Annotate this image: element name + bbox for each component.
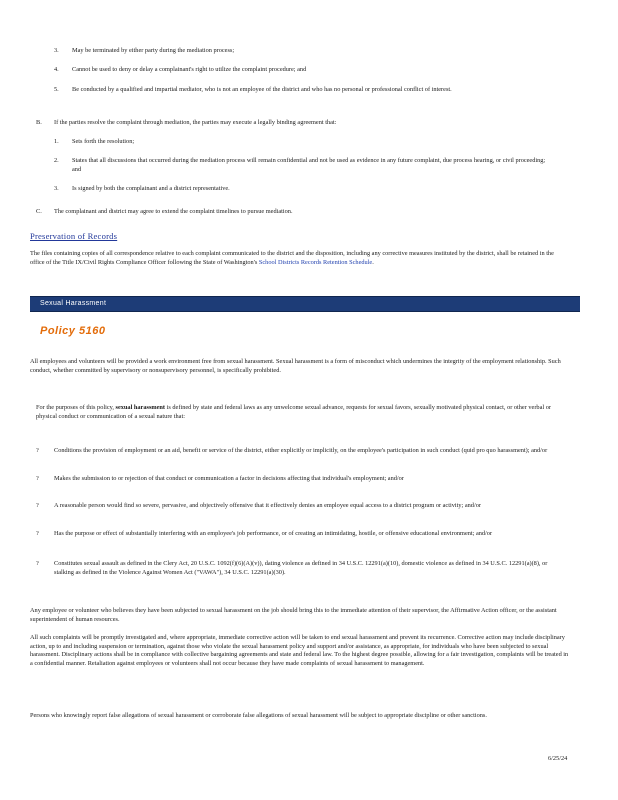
- investigation-paragraph: All such complaints will be promptly investigated and, where appropriate, immediate corrective action will be taken to end sexual harassment and prevent its recurrence. Corrective action may include disciplinary action, up to and including suspension or termination, against those who violate the sexual harassment policy and support and/or assistance, as appropriate, for individuals who have been subjected to sexual harassment. Disciplinary actions shall be in compliance with collective bargaining agreements and state and federal law. To the highest degree possible, allowing for a fair investigation, complaints will be treated in a confidential manner. Retaliation against employees or volunteers shall not occur because they have made complaints of sexual harassment to management.: [30, 634, 569, 667]
- list-number: 1.: [54, 138, 59, 145]
- bullet-glyph: ?: [36, 560, 39, 567]
- list-number: 4.: [54, 66, 59, 73]
- list-item: Sets forth the resolution;: [72, 138, 135, 145]
- list-item: If the parties resolve the complaint through mediation, the parties may execute a legally binding agreement that:: [54, 119, 337, 126]
- bullet-item: Makes the submission to or rejection of that conduct or communication a factor in decisions affecting that individual's employment; and/or: [54, 475, 404, 482]
- bullet-item: Has the purpose or effect of substantially interfering with an employee's job performance, or of creating an intimidating, hostile, or offensive educational environment; and/or: [54, 530, 493, 537]
- list-letter: C.: [36, 208, 42, 215]
- footer-date: 6/25/24: [548, 755, 568, 762]
- list-item: States that all discussions that occurred during the mediation process will remain confidential and not be used as evidence in any future complaint, due process hearing, or civil proceeding; and: [72, 157, 546, 173]
- list-number: 5.: [54, 86, 59, 93]
- bullet-item: Constitutes sexual assault as defined in the Clery Act, 20 U.S.C. 1092(f)(6)(A)(v)), dating violence as defined in 34 U.S.C. 12291(a)(10), domestic violence as defined in 34 U.S.C. 12291(a)(8), or stalking as defined in the Violence Against Women Act ("VAWA"), 34 U.S.C. 12291(a)(30).: [54, 560, 548, 576]
- definition-lead: For the purposes of this policy,: [36, 404, 114, 411]
- definition-paragraph: [36, 404, 570, 421]
- banner-title: Sexual Harassment: [40, 300, 107, 307]
- list-item: Be conducted by a qualified and impartial mediator, who is not an employee of the district and who has no personal or professional conflict of interest.: [72, 86, 452, 93]
- records-paragraph: [30, 250, 570, 267]
- records-text: The files containing copies of all correspondence relative to each complaint communicated to the district and the disposition, including any corrective measures instituted by the district, shall be retained in the office of the Title IX/Civil Rights Compliance Officer following the State of Washington's: [30, 250, 554, 266]
- list-letter: B.: [36, 119, 42, 126]
- definition-body: is defined by state and federal laws as any unwelcome sexual advance, requests for sexual favors, sexually motivated physical contact, or other verbal or physical conduct or communication of a sexual nature that:: [36, 404, 551, 420]
- bullet-glyph: ?: [36, 502, 39, 509]
- bullet-glyph: ?: [36, 447, 39, 454]
- definition-term: sexual harassment: [115, 404, 166, 411]
- list-number: 2.: [54, 157, 59, 164]
- bullet-glyph: ?: [36, 475, 39, 482]
- records-text-end: .: [372, 258, 374, 266]
- list-item: May be terminated by either party during the mediation process;: [72, 47, 235, 54]
- reporting-paragraph: Any employee or volunteer who believes they have been subjected to sexual harassment on the job should bring this to the immediate attention of their supervisor, the Affirmative Action officer, or the assistant superintendent of human resources.: [30, 607, 557, 623]
- policy-number: Policy 5160: [40, 325, 106, 337]
- policy-banner: [30, 296, 580, 312]
- list-number: 3.: [54, 47, 59, 54]
- records-retention-link[interactable]: School Districts Records Retention Schedule: [258, 258, 373, 266]
- intro-paragraph: All employees and volunteers will be provided a work environment free from sexual harassment. Sexual harassment is a form of misconduct which undermines the integrity of the employment relationship. Such conduct, whether committed by supervisory or nonsupervisory personnel, is specifically prohibited.: [30, 358, 561, 374]
- list-item: The complainant and district may agree to extend the complaint timelines to pursue mediation.: [54, 208, 293, 215]
- list-number: 3.: [54, 185, 59, 192]
- bullet-glyph: ?: [36, 530, 39, 537]
- false-allegations-paragraph: Persons who knowingly report false allegations of sexual harassment or corroborate false allegations of sexual harassment will be subject to appropriate discipline or other sanctions.: [30, 712, 487, 719]
- records-heading: Preservation of Records: [30, 231, 118, 241]
- bullet-item: Conditions the provision of employment or an aid, benefit or service of the district, either explicitly or implicitly, on the employee's participation in such conduct (quid pro quo harassment); and/or: [54, 447, 548, 454]
- list-item: Cannot be used to deny or delay a complainant's right to utilize the complaint procedure; and: [72, 66, 307, 73]
- bullet-item: A reasonable person would find so severe, pervasive, and objectively offensive that it effectively denies an employee equal access to a district program or activity; and/or: [54, 502, 481, 509]
- list-item: Is signed by both the complainant and a district representative.: [72, 185, 230, 192]
